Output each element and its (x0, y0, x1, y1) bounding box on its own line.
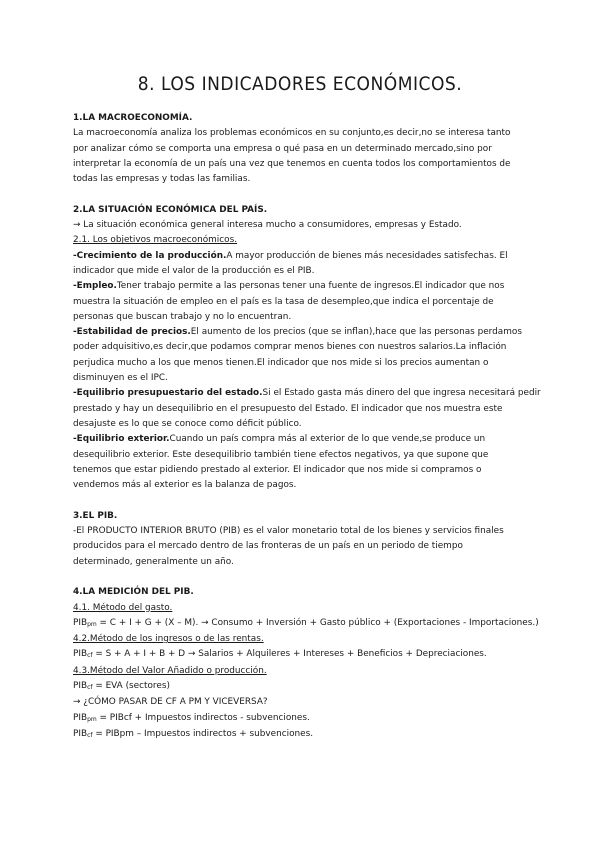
paragraph-line: tenemos que estar pidiendo prestado al exterior. El indicador que nos mide si compramos o (73, 464, 482, 475)
paragraph-line: todas las empresas y todas las familias. (73, 174, 251, 185)
term: -Equilibrio exterior. (73, 434, 170, 445)
paragraph-line: poder adquisitivo,es decir,que podamos comprar menos bienes con nuestros salarios.La inflación (73, 342, 507, 353)
term-text: Tener trabajo permite a las personas tener una fuente de ingresos.El indicador que nos (116, 281, 505, 292)
objective-empleo (73, 279, 543, 294)
section-2-heading: 2.LA SITUACIÓN ECONÓMICA DEL PAÍS. (73, 204, 268, 215)
objective-crecimiento (73, 249, 543, 264)
paragraph-line: disminuyen es el IPC. (73, 373, 168, 384)
question-line: → ¿CÓMO PASAR DE CF A PM Y VICEVERSA? (73, 697, 268, 708)
term-text: Cuando un país compra más al exterior de lo que vende,se produce un (169, 434, 486, 445)
formula-cf: $PIB_{cf}$ = PIBpm – Impuestos indirectos + subvenciones. (73, 728, 314, 739)
subsection-heading: 4.2.Método de los ingresos o de las rentas. (73, 634, 264, 645)
paragraph-line: indicador que mide el valor de la producción es el PIB. (73, 265, 315, 276)
formula-pm: $PIB_{pm}$ = PIBcf + Impuestos indirectos - subvenciones. (73, 712, 310, 723)
paragraph-line: prestado y hay un desequilibrio en el presupuesto del Estado. El indicador que nos muestra este (73, 403, 503, 414)
term: -Equilibrio presupuestario del estado. (73, 388, 263, 399)
paragraph-line: muestra la situación de empleo en el país es la tasa de desempleo,que indica el porcentaje de (73, 296, 494, 307)
paragraph-line: desequilibrio exterior. Este desequilibrio también tiene efectos negativos, ya que supone que (73, 449, 489, 460)
term: -Empleo. (73, 281, 117, 292)
paragraph-line: personas que buscan trabajo y no lo encuentran. (73, 311, 292, 322)
paragraph-line: por analizar cómo se comporta una empresa o qué pasa en un determinado mercado,sino por (73, 143, 492, 154)
term-text: Si el Estado gasta más dinero del que ingresa necesitará pedir (262, 388, 541, 399)
formula-rentas: $PIB_{cf} = S + A + I + B + D$ → Salarios + Alquileres + Intereses + Beneficios + Depreciaciones. (73, 649, 487, 660)
term: -Crecimiento de la producción. (73, 250, 227, 261)
document-body (73, 111, 543, 743)
objective-equilibrio-presupuestario (73, 386, 543, 401)
paragraph-line: perjudica mucho a los que menos tienen.El indicador que nos mide si los precios aumentan o (73, 357, 489, 368)
paragraph-line: vendemos más al exterior es la balanza de pagos. (73, 480, 297, 491)
paragraph-line: La macroeconomía analiza los problemas económicos en su conjunto,es decir,no se interesa tanto (73, 128, 511, 139)
subsection-heading: 4.3.Método del Valor Añadido o producción. (73, 665, 267, 676)
term: -Estabilidad de precios. (73, 327, 191, 338)
formula-valor-anadido: $PIB_{cf}$ = EVA (sectores) (73, 680, 170, 691)
paragraph-line: -El PRODUCTO INTERIOR BRUTO (PIB) es el valor monetario total de los bienes y servicios finales (73, 526, 504, 537)
page-title: 8. LOS INDICADORES ECONÓMICOS. (137, 73, 463, 95)
paragraph-line: interpretar la economía de un país una vez que tenemos en cuenta todos los comportamientos de (73, 158, 511, 169)
subsection-heading: 4.1. Método del gasto. (73, 602, 173, 613)
paragraph-line: determinado, generalmente un año. (73, 556, 234, 567)
term-text: El aumento de los precios (que se inflan),hace que las personas perdamos (190, 327, 522, 338)
objective-estabilidad (73, 325, 543, 340)
section-4-heading: 4.LA MEDICIÓN DEL PIB. (73, 587, 194, 598)
paragraph-line: desajuste es lo que se conoce como déficit público. (73, 418, 302, 429)
subsection-heading: 2.1. Los objetivos macroeconómicos. (73, 235, 238, 246)
paragraph-line: producidos para el mercado dentro de las fronteras de un país en un periodo de tiempo (73, 541, 463, 552)
objective-equilibrio-exterior (73, 432, 543, 447)
section-3-heading: 3.EL PIB. (73, 510, 118, 521)
formula-gasto: $PIB_{pm} = C + I + G + (X - M)$. → Consumo + Inversión + Gasto público + (Exportaciones - Importaciones.) (73, 617, 539, 628)
section-1-heading: 1.LA MACROECONOMÍA. (73, 113, 193, 123)
paragraph-line: → La situación económica general interesa mucho a consumidores, empresas y Estado. (73, 220, 462, 231)
term-text: A mayor producción de bienes más necesidades satisfechas. El (226, 250, 508, 261)
